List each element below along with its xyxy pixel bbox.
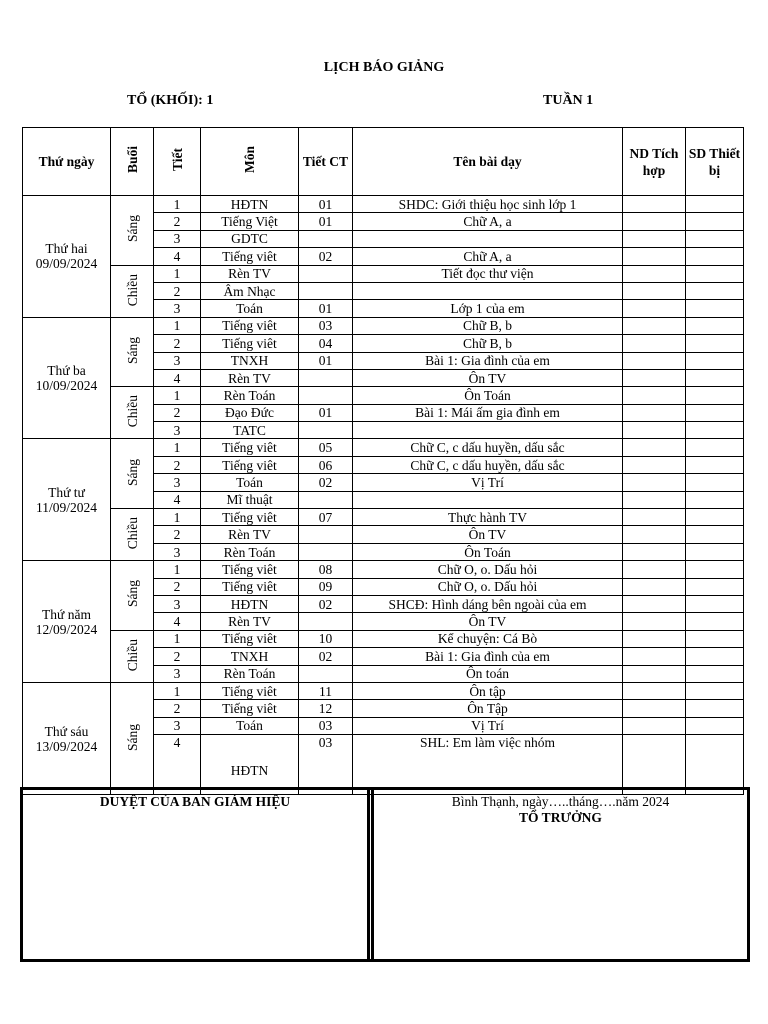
equipment-cell	[686, 335, 744, 352]
equipment-cell	[686, 561, 744, 578]
subject-cell: Tiếng viêt	[201, 317, 299, 334]
signature-divider	[367, 790, 374, 959]
lesson-cell: Chữ C, c dấu huyền, dấu sắc	[353, 439, 623, 456]
period-cell: 3	[154, 595, 201, 612]
table-row	[23, 561, 744, 578]
session-label: Sáng	[124, 580, 140, 608]
period-cell: 1	[154, 317, 201, 334]
header-day: Thứ ngày	[23, 128, 111, 196]
lesson-cell: Ôn tập	[353, 682, 623, 699]
session-label: Sáng	[124, 215, 140, 243]
place-date-line: Bình Thạnh, ngày…..tháng….năm 2024	[451, 794, 670, 809]
day-name: Thứ tư	[48, 484, 85, 500]
subject-cell: Âm Nhạc	[201, 282, 299, 299]
equipment-cell	[686, 404, 744, 421]
equipment-cell	[686, 526, 744, 543]
period-cell: 4	[154, 369, 201, 386]
subject-cell: Rèn Toán	[201, 665, 299, 682]
day-date: 11/09/2024	[35, 499, 97, 515]
equipment-cell	[686, 282, 744, 299]
equipment-cell	[686, 352, 744, 369]
period-ct-cell: 03	[299, 317, 353, 334]
lesson-cell: Ôn TV	[353, 613, 623, 630]
session-label: Chiều	[124, 395, 140, 428]
period-cell: 2	[154, 526, 201, 543]
lesson-cell: Thực hành TV	[353, 509, 623, 526]
subject-cell: Tiếng viêt	[201, 456, 299, 473]
integration-cell	[623, 300, 686, 317]
integration-cell	[623, 265, 686, 282]
lesson-cell: Chữ B, b	[353, 317, 623, 334]
period-cell: 4	[154, 248, 201, 265]
period-ct-cell: 02	[299, 648, 353, 665]
period-ct-cell	[299, 387, 353, 404]
subject-cell: TATC	[201, 422, 299, 439]
lesson-cell: Chữ O, o. Dấu hỏi	[353, 578, 623, 595]
lesson-cell: SHL: Em làm việc nhóm	[353, 735, 623, 795]
integration-cell	[623, 439, 686, 456]
equipment-cell	[686, 491, 744, 508]
session-cell	[111, 682, 154, 794]
schedule-body	[23, 196, 744, 795]
session-cell	[111, 196, 154, 266]
integration-cell	[623, 387, 686, 404]
header-subject-label: Môn	[242, 146, 257, 173]
period-cell: 2	[154, 648, 201, 665]
period-cell: 2	[154, 456, 201, 473]
subject-cell: Rèn TV	[201, 526, 299, 543]
period-ct-cell: 05	[299, 439, 353, 456]
period-cell: 2	[154, 335, 201, 352]
period-ct-cell: 01	[299, 404, 353, 421]
lesson-cell: Chữ C, c dấu huyền, dấu sắc	[353, 456, 623, 473]
equipment-cell	[686, 230, 744, 247]
subject-cell: TNXH	[201, 648, 299, 665]
period-ct-cell: 10	[299, 630, 353, 647]
principal-approval-title: DUYỆT CỦA BAN GIÁM HIỆU	[99, 794, 291, 809]
day-cell	[23, 439, 111, 561]
session-label: Sáng	[124, 458, 140, 486]
lesson-cell: Ôn toán	[353, 665, 623, 682]
subject-cell: Tiếng viêt	[201, 248, 299, 265]
lesson-cell: Vị Trí	[353, 474, 623, 491]
table-row	[23, 439, 744, 456]
subject-cell: Rèn TV	[201, 369, 299, 386]
period-cell: 2	[154, 282, 201, 299]
lesson-cell: SHDC: Giới thiệu học sinh lớp 1	[353, 196, 623, 213]
equipment-cell	[686, 613, 744, 630]
equipment-cell	[686, 735, 744, 795]
subject-cell: Toán	[201, 474, 299, 491]
lesson-cell: Chữ A, a	[353, 248, 623, 265]
lesson-cell: Lớp 1 của em	[353, 300, 623, 317]
lesson-cell: Ôn Tập	[353, 700, 623, 717]
subject-cell: Tiếng Việt	[201, 213, 299, 230]
session-label: Chiều	[124, 273, 140, 306]
period-ct-cell: 02	[299, 248, 353, 265]
equipment-cell	[686, 317, 744, 334]
session-cell	[111, 509, 154, 561]
integration-cell	[623, 578, 686, 595]
integration-cell	[623, 491, 686, 508]
period-ct-cell	[299, 491, 353, 508]
period-cell: 3	[154, 422, 201, 439]
header-equipment: SD Thiết bị	[686, 128, 744, 196]
period-ct-cell	[299, 265, 353, 282]
lesson-cell: Chữ O, o. Dấu hỏi	[353, 561, 623, 578]
subject-cell: HĐTN	[201, 735, 299, 795]
lesson-cell	[353, 422, 623, 439]
integration-cell	[623, 648, 686, 665]
integration-cell	[623, 700, 686, 717]
period-ct-cell	[299, 422, 353, 439]
team-leader-title: TỔ TRƯỞNG	[519, 810, 602, 825]
period-cell: 4	[154, 613, 201, 630]
lesson-cell: Bài 1: Gia đình của em	[353, 352, 623, 369]
equipment-cell	[686, 213, 744, 230]
period-cell: 2	[154, 578, 201, 595]
equipment-cell	[686, 248, 744, 265]
lesson-cell	[353, 230, 623, 247]
integration-cell	[623, 282, 686, 299]
day-date: 10/09/2024	[35, 378, 98, 394]
session-cell	[111, 265, 154, 317]
period-ct-cell: 07	[299, 509, 353, 526]
table-row	[23, 509, 744, 526]
period-ct-cell: 01	[299, 352, 353, 369]
subject-cell: Rèn TV	[201, 265, 299, 282]
period-ct-cell	[299, 543, 353, 560]
lesson-cell: SHCĐ: Hình dáng bên ngoài của em	[353, 595, 623, 612]
period-cell: 3	[154, 474, 201, 491]
period-ct-cell: 12	[299, 700, 353, 717]
header-row	[23, 128, 744, 196]
period-ct-cell	[299, 282, 353, 299]
table-row	[23, 196, 744, 213]
subject-cell: Toán	[201, 717, 299, 734]
session-cell	[111, 630, 154, 682]
integration-cell	[623, 561, 686, 578]
period-ct-cell	[299, 613, 353, 630]
period-ct-cell	[299, 665, 353, 682]
session-cell	[111, 439, 154, 509]
lesson-cell: Chữ A, a	[353, 213, 623, 230]
period-cell: 2	[154, 404, 201, 421]
equipment-cell	[686, 509, 744, 526]
header-period-ct: Tiết CT	[299, 128, 353, 196]
equipment-cell	[686, 456, 744, 473]
subject-cell: Tiếng viêt	[201, 630, 299, 647]
day-name: Thứ hai	[45, 241, 88, 257]
period-ct-cell: 09	[299, 578, 353, 595]
day-cell	[23, 682, 111, 794]
period-cell: 3	[154, 352, 201, 369]
integration-cell	[623, 717, 686, 734]
period-ct-cell: 02	[299, 474, 353, 491]
lesson-cell: Tiết đọc thư viện	[353, 265, 623, 282]
integration-cell	[623, 595, 686, 612]
table-row	[23, 317, 744, 334]
session-label: Sáng	[124, 337, 140, 365]
lesson-cell: Bài 1: Gia đình của em	[353, 648, 623, 665]
period-ct-cell: 11	[299, 682, 353, 699]
integration-cell	[623, 735, 686, 795]
subject-cell: HĐTN	[201, 196, 299, 213]
period-cell: 3	[154, 300, 201, 317]
day-name: Thứ năm	[42, 606, 91, 622]
integration-cell	[623, 335, 686, 352]
day-cell	[23, 317, 111, 439]
subject-cell: Tiếng viêt	[201, 682, 299, 699]
equipment-cell	[686, 369, 744, 386]
lesson-cell: Ôn Toán	[353, 387, 623, 404]
equipment-cell	[686, 717, 744, 734]
integration-cell	[623, 682, 686, 699]
session-cell	[111, 317, 154, 387]
schedule-table	[22, 127, 744, 795]
day-name: Thứ sáu	[44, 723, 89, 739]
period-cell: 1	[154, 509, 201, 526]
integration-cell	[623, 543, 686, 560]
integration-cell	[623, 630, 686, 647]
subject-cell: Toán	[201, 300, 299, 317]
header-session-label: Buổi	[124, 145, 140, 173]
lesson-cell: Vị Trí	[353, 717, 623, 734]
lesson-cell: Ôn TV	[353, 369, 623, 386]
integration-cell	[623, 230, 686, 247]
period-cell: 1	[154, 682, 201, 699]
equipment-cell	[686, 387, 744, 404]
integration-cell	[623, 456, 686, 473]
equipment-cell	[686, 665, 744, 682]
team-leader-block	[374, 794, 747, 826]
lesson-cell	[353, 282, 623, 299]
day-cell	[23, 196, 111, 318]
period-ct-cell: 01	[299, 196, 353, 213]
equipment-cell	[686, 439, 744, 456]
subject-cell: Rèn Toán	[201, 387, 299, 404]
lesson-cell: Bài 1: Mái ấm gia đình em	[353, 404, 623, 421]
table-row	[23, 630, 744, 647]
period-ct-cell: 08	[299, 561, 353, 578]
period-cell: 4	[154, 491, 201, 508]
period-cell: 3	[154, 543, 201, 560]
subject-cell: Mĩ thuật	[201, 491, 299, 508]
equipment-cell	[686, 474, 744, 491]
period-cell: 1	[154, 196, 201, 213]
day-name: Thứ ba	[47, 363, 86, 379]
period-cell: 1	[154, 561, 201, 578]
equipment-cell	[686, 422, 744, 439]
equipment-cell	[686, 265, 744, 282]
subject-cell: Tiếng viêt	[201, 509, 299, 526]
day-cell	[23, 561, 111, 683]
equipment-cell	[686, 595, 744, 612]
lesson-cell: Kể chuyện: Cá Bò	[353, 630, 623, 647]
lesson-cell: Ôn Toán	[353, 543, 623, 560]
integration-cell	[623, 422, 686, 439]
subject-cell: Tiếng viêt	[201, 335, 299, 352]
period-ct-cell	[299, 230, 353, 247]
period-cell: 4	[154, 735, 201, 795]
integration-cell	[623, 369, 686, 386]
period-ct-cell: 01	[299, 213, 353, 230]
period-ct-cell: 06	[299, 456, 353, 473]
subject-cell: Tiếng viêt	[201, 561, 299, 578]
equipment-cell	[686, 300, 744, 317]
session-cell	[111, 387, 154, 439]
subject-cell: Tiếng viêt	[201, 439, 299, 456]
session-label: Chiều	[124, 638, 140, 671]
integration-cell	[623, 526, 686, 543]
day-date: 09/09/2024	[35, 256, 98, 272]
equipment-cell	[686, 196, 744, 213]
lesson-cell: Chữ B, b	[353, 335, 623, 352]
day-date: 13/09/2024	[35, 738, 98, 754]
period-cell: 1	[154, 387, 201, 404]
equipment-cell	[686, 648, 744, 665]
table-row	[23, 682, 744, 699]
table-row	[23, 387, 744, 404]
table-row	[23, 265, 744, 282]
period-cell: 3	[154, 665, 201, 682]
period-ct-cell: 04	[299, 335, 353, 352]
period-cell: 2	[154, 213, 201, 230]
subject-cell: Đạo Đức	[201, 404, 299, 421]
equipment-cell	[686, 700, 744, 717]
period-ct-cell: 03	[299, 717, 353, 734]
header-session	[111, 128, 154, 196]
session-label: Chiều	[124, 516, 140, 550]
period-cell: 3	[154, 717, 201, 734]
integration-cell	[623, 613, 686, 630]
equipment-cell	[686, 682, 744, 699]
document-title: LỊCH BÁO GIẢNG	[323, 60, 445, 75]
subject-cell: HĐTN	[201, 595, 299, 612]
period-cell: 1	[154, 439, 201, 456]
integration-cell	[623, 213, 686, 230]
period-cell: 3	[154, 230, 201, 247]
equipment-cell	[686, 543, 744, 560]
integration-cell	[623, 509, 686, 526]
subject-cell: Tiếng viêt	[201, 578, 299, 595]
lesson-cell: Ôn TV	[353, 526, 623, 543]
session-cell	[111, 561, 154, 631]
header-lesson: Tên bài dạy	[353, 128, 623, 196]
integration-cell	[623, 404, 686, 421]
subject-cell: Tiếng viêt	[201, 700, 299, 717]
group-label: TỔ (KHỐI): 1	[127, 93, 214, 108]
header-period	[154, 128, 201, 196]
period-ct-cell: 03	[299, 735, 353, 795]
integration-cell	[623, 248, 686, 265]
subject-cell: Rèn Toán	[201, 543, 299, 560]
week-label: TUẦN 1	[543, 93, 594, 108]
integration-cell	[623, 665, 686, 682]
equipment-cell	[686, 578, 744, 595]
session-label: Sáng	[124, 723, 140, 751]
period-ct-cell	[299, 526, 353, 543]
subject-cell: Rèn TV	[201, 613, 299, 630]
day-date: 12/09/2024	[35, 621, 98, 637]
period-cell: 2	[154, 700, 201, 717]
header-integration: ND Tích hợp	[623, 128, 686, 196]
integration-cell	[623, 352, 686, 369]
period-ct-cell: 01	[299, 300, 353, 317]
period-ct-cell: 02	[299, 595, 353, 612]
subject-cell: GDTC	[201, 230, 299, 247]
period-cell: 1	[154, 265, 201, 282]
subject-cell: TNXH	[201, 352, 299, 369]
integration-cell	[623, 196, 686, 213]
period-ct-cell	[299, 369, 353, 386]
integration-cell	[623, 317, 686, 334]
header-period-label: Tiết	[169, 148, 185, 171]
signature-box	[20, 787, 750, 962]
lesson-cell	[353, 491, 623, 508]
equipment-cell	[686, 630, 744, 647]
integration-cell	[623, 474, 686, 491]
header-subject	[201, 128, 299, 196]
period-cell: 1	[154, 630, 201, 647]
